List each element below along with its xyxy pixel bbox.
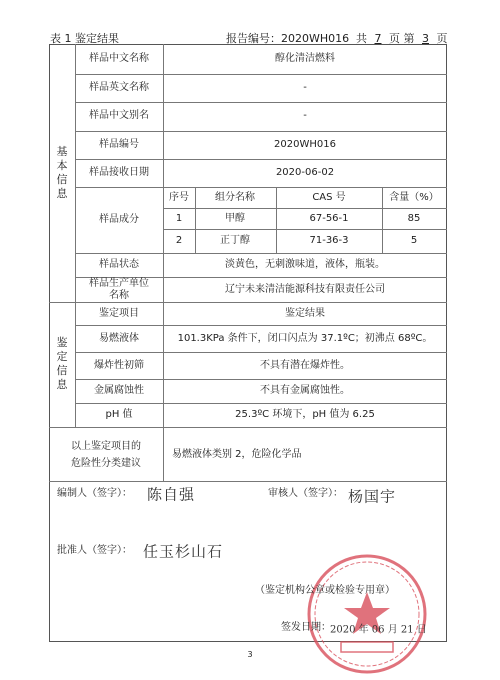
row-divider — [163, 208, 447, 209]
value-en-name: - — [303, 82, 307, 93]
row-divider — [75, 159, 447, 160]
col-divider — [276, 187, 277, 253]
label-recommendation-2: 危险性分类建议 — [71, 458, 141, 469]
reviewer-label: 审核人（签字）： — [268, 488, 343, 499]
row-divider — [75, 379, 447, 380]
editor-label: 编制人（签字）： — [57, 488, 132, 499]
label-recommendation-1: 以上鉴定项目的 — [71, 441, 141, 452]
page-prefix: 共 — [356, 32, 367, 45]
comp-cell: 正丁醇 — [220, 235, 250, 246]
row-divider — [163, 229, 447, 230]
row-divider — [75, 352, 447, 353]
approver-signature: 任玉杉山石 — [143, 542, 224, 561]
issue-date-label: 签发日期： — [281, 622, 331, 633]
section-divider — [49, 481, 447, 482]
page-current: 3 — [422, 32, 429, 45]
value-receive-date: 2020-06-02 — [275, 167, 335, 178]
ident-result: 不具有金属腐蚀性。 — [260, 385, 350, 396]
seal-caption: （鉴定机构公章或检验专用章） — [255, 585, 395, 596]
value-alias: - — [303, 110, 307, 121]
editor-signature: 陈自强 — [147, 485, 196, 504]
page-number: 3 — [247, 650, 253, 659]
label-en-name: 样品英文名称 — [89, 82, 149, 93]
comp-header-no: 序号 — [169, 192, 189, 203]
page-mid: 页 第 — [389, 32, 415, 45]
issue-date-value: 2020 年 06 月 21 日 — [330, 624, 427, 636]
comp-cell: 71-36-3 — [309, 235, 349, 246]
label-receive-date: 样品接收日期 — [89, 167, 149, 178]
label-composition: 样品成分 — [99, 214, 139, 225]
col-divider — [163, 427, 164, 481]
value-cn-name: 醇化清洁燃料 — [275, 53, 335, 64]
label-manufacturer-1: 样品生产单位 — [89, 278, 149, 289]
col-divider — [195, 187, 196, 253]
row-divider — [75, 131, 447, 132]
ident-item: pH 值 — [105, 409, 133, 420]
report-number: 报告编号：2020WH016 — [226, 32, 350, 45]
row-divider — [75, 74, 447, 75]
col-divider — [163, 44, 164, 427]
comp-cell: 67-56-1 — [309, 213, 349, 224]
page-suffix: 页 — [436, 32, 448, 45]
row-divider — [75, 325, 447, 326]
label-state: 样品状态 — [99, 259, 139, 270]
comp-header-content: 含量（%） — [389, 192, 439, 203]
row-divider — [75, 187, 447, 188]
ident-item: 易燃液体 — [99, 333, 139, 344]
section-basic-info: 基本信息 — [56, 145, 68, 200]
ident-header-result: 鉴定结果 — [285, 308, 325, 319]
ident-result: 25.3ºC 环境下，pH 值为 6.25 — [235, 409, 375, 420]
row-divider — [75, 403, 447, 404]
reviewer-signature: 杨国宇 — [348, 487, 397, 506]
value-recommendation: 易燃液体类别 2，危险化学品 — [172, 449, 302, 460]
comp-cell: 2 — [175, 235, 183, 246]
ident-result: 101.3KPa 条件下，闭口闪点为 37.1ºC；初沸点 68ºC。 — [177, 333, 433, 344]
label-cn-name: 样品中文名称 — [89, 53, 149, 64]
comp-cell: 甲醇 — [225, 213, 245, 224]
comp-header-name: 组分名称 — [215, 192, 255, 203]
comp-cell: 5 — [410, 235, 418, 246]
row-divider — [75, 102, 447, 103]
ident-header-item: 鉴定项目 — [99, 308, 139, 319]
label-manufacturer-2: 名称 — [109, 290, 129, 301]
comp-cell: 85 — [407, 213, 421, 224]
comp-header-cas: CAS 号 — [312, 192, 346, 203]
table-title: 表 1 鉴定结果 — [50, 32, 119, 45]
star-seal-icon — [305, 552, 429, 676]
row-divider — [75, 253, 447, 254]
value-sample-no: 2020WH016 — [274, 139, 336, 150]
ident-item: 爆炸性初筛 — [94, 360, 144, 371]
page-total: 7 — [374, 32, 382, 45]
value-manufacturer: 辽宁未来清洁能源科技有限责任公司 — [225, 284, 385, 295]
ident-result: 不具有潜在爆炸性。 — [260, 360, 350, 371]
col-divider — [382, 187, 383, 253]
col-divider — [75, 44, 76, 427]
section-divider — [49, 427, 447, 428]
ident-item: 金属腐蚀性 — [94, 385, 144, 396]
comp-cell: 1 — [175, 213, 183, 224]
label-sample-no: 样品编号 — [99, 139, 139, 150]
value-state: 淡黄色，无刺激味道，液体，瓶装。 — [225, 259, 385, 270]
section-divider — [49, 302, 447, 303]
approver-label: 批准人（签字）： — [57, 545, 132, 556]
section-identification-info: 鉴定信息 — [56, 336, 68, 391]
label-alias: 样品中文别名 — [89, 110, 149, 121]
